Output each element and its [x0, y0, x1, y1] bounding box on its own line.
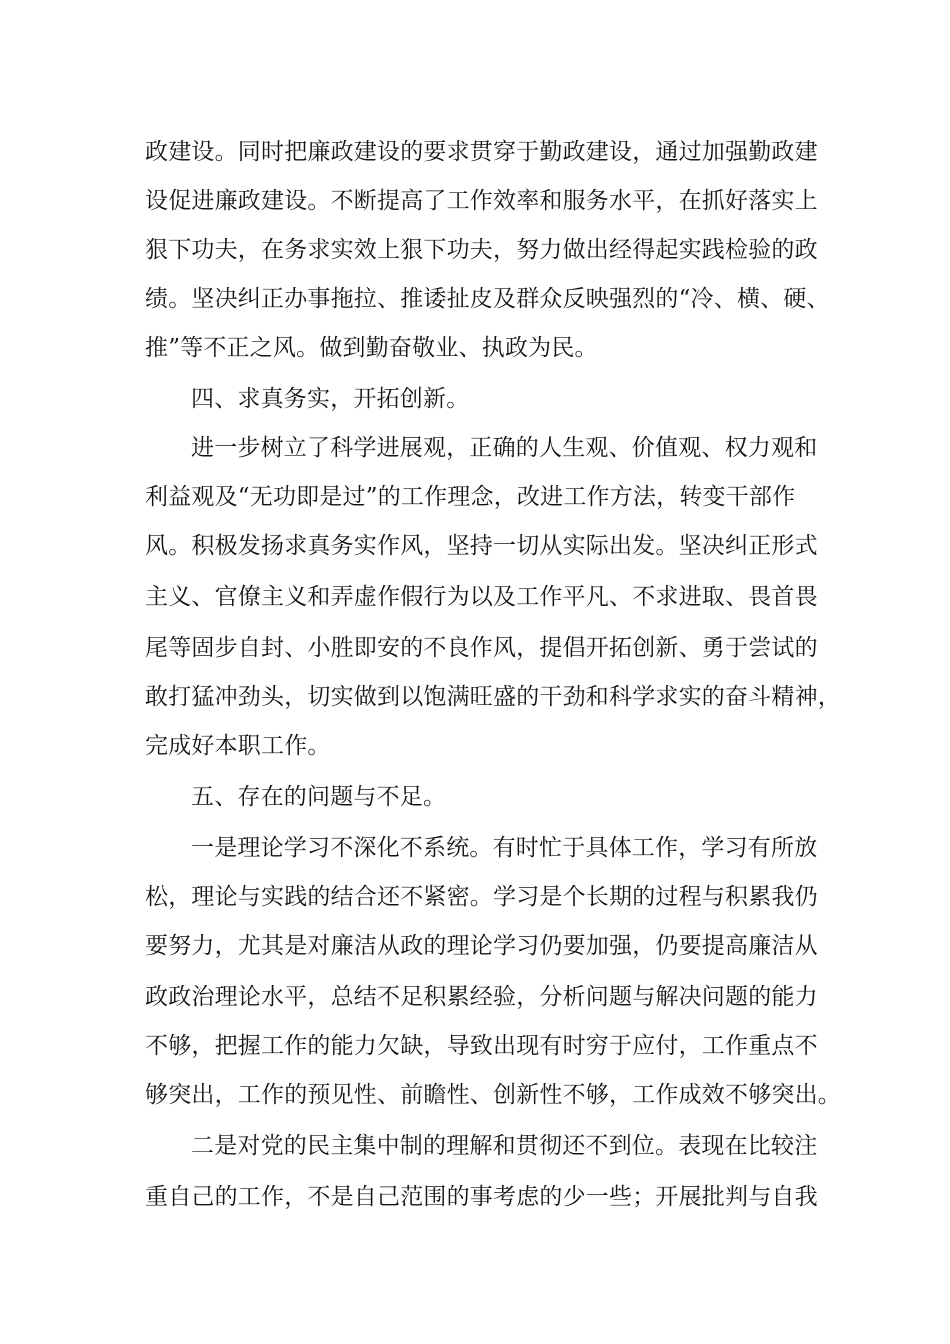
text-line: 设促进廉政建设。不断提高了工作效率和服务水平，在抓好落实上 — [145, 188, 818, 214]
text-line: 二是对党的民主集中制的理解和贯彻还不到位。表现在比较注 — [191, 1133, 818, 1159]
text-line: 风。积极发扬求真务实作风，坚持一切从实际出发。坚决纠正形式 — [145, 533, 818, 559]
text-line: 主义、官僚主义和弄虚作假行为以及工作平凡、不求进取、畏首畏 — [145, 584, 818, 610]
text-line: 要努力，尤其是对廉洁从政的理论学习仍要加强，仍要提高廉洁从 — [145, 933, 818, 959]
text-line: 利益观及“无功即是过”的工作理念，改进工作方法，转变干部作 — [145, 484, 796, 510]
text-line: 进一步树立了科学进展观，正确的人生观、价值观、权力观和 — [191, 435, 818, 461]
text-line: 政政治理论水平，总结不足积累经验，分析问题与解决问题的能力 — [145, 984, 818, 1010]
text-line: 够突出，工作的预见性、前瞻性、创新性不够，工作成效不够突出。 — [145, 1082, 841, 1108]
text-line: 敢打猛冲劲头，切实做到以饱满旺盛的干劲和科学求实的奋斗精神， — [145, 684, 841, 710]
text-line: 一是理论学习不深化不系统。有时忙于具体工作，学习有所放 — [191, 835, 818, 861]
text-line: 绩。坚决纠正办事拖拉、推诿扯皮及群众反映强烈的“冷、横、硬、 — [145, 286, 830, 312]
text-line: 狠下功夫，在务求实效上狠下功夫，努力做出经得起实践检验的政 — [145, 237, 818, 263]
text-line: 完成好本职工作。 — [145, 733, 331, 759]
text-line: 政建设。同时把廉政建设的要求贯穿于勤政建设，通过加强勤政建 — [145, 139, 818, 165]
text-line: 松，理论与实践的结合还不紧密。学习是个长期的过程与积累我仍 — [145, 884, 818, 910]
text-line: 不够，把握工作的能力欠缺，导致出现有时穷于应付，工作重点不 — [145, 1033, 818, 1059]
section-heading: 四、求真务实，开拓创新。 — [191, 386, 470, 412]
text-line: 尾等固步自封、小胜即安的不良作风，提倡开拓创新、勇于尝试的 — [145, 635, 818, 661]
text-line: 推”等不正之风。做到勤奋敬业、执政为民。 — [145, 335, 598, 361]
section-heading: 五、存在的问题与不足。 — [191, 784, 447, 810]
text-line: 重自己的工作，不是自己范围的事考虑的少一些；开展批判与自我 — [145, 1184, 818, 1210]
